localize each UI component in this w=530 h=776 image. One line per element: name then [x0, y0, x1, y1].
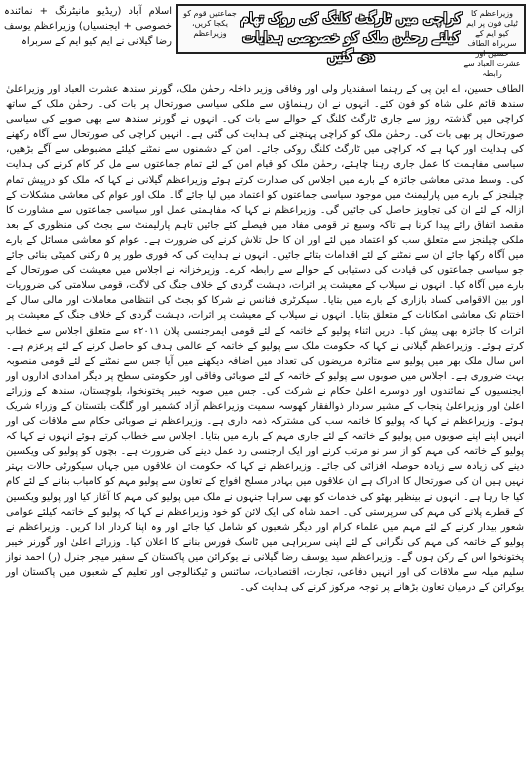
dateline: اسلام آباد (ریڈیو مانیٹرنگ + نمائندہ خصوصی + ایجنسیاں) وزیراعظم یوسف رضا گیلانی نے ایم کیو ایم کے سربراہ: [4, 6, 172, 47]
article-body: [6, 82, 524, 770]
headline-right-byline: وزیراعظم کا ٹیلی فون پر ایم کیو ایم کے سربراہ الطاف حسین اور عشرت العباد سے رابطہ: [463, 9, 521, 78]
article-paragraph: الطاف حسین، اے این پی کے رہنما اسفندیار ولی اور وفاقی وزیر داخلہ رحمٰن ملک، گورنر سندھ عشرت العباد اور وزیراعلیٰ سندھ قائم علی شاہ کو فون کئے۔ انہوں نے ان رہنماؤں سے ملکی سیاسی صورتحال پر بات کی۔ رحمٰن ملک کے ساتھ کراچی میں گذشتہ روز سے جاری ٹارگٹ کلنگ کے حوالے سے بات کی۔ انہوں نے گورنر سندھ سے بھی صوبے کی سیاسی صورتحال پر بھی بات کی۔ رحمٰن ملک کو کراچی پہنچنے کی ہدایت کی گئی ہے۔ انہیں کراچی کی صورتحال سے آگاہ رکھنے کی ہدایت اور کہا ہے کہ کراچی میں ٹارگٹ کلنگ روکی جائے۔ امن کے دشمنوں سے نمٹنے کیلئے مضبوطی سے آگے بڑھیں، سیاسی مفاہمت کا عمل جاری رہنا چاہئے، رحمٰن ملک کو قیام امن کے لئے تمام جماعتوں سے مل کر کام کرنے کی ہدایت کی۔ وسط مدتی معاشی جائزہ کے بارے میں اجلاس کی صدارت کرتے ہوئے وزیراعظم گیلانی نے کہا کہ ملک کو درپیش تمام چیلنجز کے بارے میں پارلیمنٹ میں موجود سیاسی جماعتوں کو اعتماد میں لیا جائے گا۔ ملک اور عوام کی معاشی مشکلات کے ازالہ کے لئے ان کی تجاویز حاصل کی جائیں گی۔ وزیراعظم نے کہا کہ مفاہمتی عمل اور سیاسی جماعتوں سے مشاورت کا مقصد اتفاق رائے پیدا کرنا ہے تاکہ وسیع تر قومی مفاد میں فیصلے کئے جائیں تاہم پارلیمنٹ سے بجٹ کی منظوری کے بعد ملکی چیلنجز سے متعلق سب کو اعتماد میں لئے اور ان کا حل تلاش کرنے کی ضرورت ہے۔ عوام کو معاشی مسائل کے بارے میں آگاہ رکھا جائے ان سے نمٹنے کے لئے اقدامات بتائے جائیں۔ انہوں نے ہدایت کی کہ فوری طور پر ۵ رکنی کمیٹی بنائی جائے جو سیاسی جماعتوں کی قیادت کی دستیابی کے حوالے سے رابطہ کرے۔ وزیرخزانہ نے اجلاس میں معیشت کی صورتحال کے بارے میں آگاہ کیا۔ انہوں نے سیلاب کے معیشت پر اثرات، دہشت گردی کے خلاف جنگ کی لاگت، قومی سلامتی کی ضروریات اور بین الاقوامی کساد بازاری کے بارے میں بتایا۔ سیکرٹری فنانس نے شرکا کو بجٹ کی انتظامی معاملات اور مالی سال کے اختتام تک معاشی امکانات کے متعلق بتایا۔ انہوں نے سیلاب کے معیشت پر اثرات، دہشت گردی کے خلاف جنگ کے معیشت پر اثرات کا جائزہ بھی پیش کیا۔ دریں اثناء پولیو کے خاتمہ کے لئے قومی ایمرجنسی پلان ۲۰۱۱ء سے متعلق اجلاس سے خطاب کرتے ہوئے۔ وزیراعظم گیلانی نے کہا کہ حکومت ملک سے پولیو کے خاتمہ کے عالمی ہدف کو حاصل کرنے کے لئے پرعزم ہے۔ اس سال ملک بھر میں پولیو سے متاثرہ مریضوں کی تعداد میں اضافہ دیکھنے میں آیا جس سے نمٹنے کے لئے قومی منصوبہ بہت ضروری ہے۔ اجلاس میں صوبوں سے پولیو کے خاتمہ کے لئے صوبائی وفاقی اور حکومتی سطح پر دیگر امدادی اداروں اور ایجنسیوں کے نمائندوں اور دوسرے اعلیٰ حکام نے شرکت کی۔ جس میں صوبہ خیبر پختونخوا، بلوچستان، سندھ کے وزرائے اعلیٰ اور وزیراعلیٰ پنجاب کے مشیر سردار ذوالفقار کھوسہ سمیت وزیراعظم آزاد کشمیر اور گلگت بلتستان کے وزراء شریک ہوئے۔ وزیراعظم نے کہا کہ پولیو کا خاتمہ سب کی مشترکہ ذمہ داری ہے۔ وزیراعظم نے صوبائی حکام سے ملاقات کی اور انہیں اپنے اپنے صوبوں میں پولیو کے خاتمہ کے لئے جاری مہم کے بارے میں بتایا۔ اجلاس سے خطاب کرتے ہوئے انہوں نے کہا کہ پولیو کے خاتمہ کی مہم کو از سر نو مرتب کرنے اور ایک ارجنسی رد عمل دینے کی ضرورت ہے۔ بچوں کو پولیو کی ویکسین دینے کی زیادہ سے زیادہ حوصلہ افزائی کی جائے۔ وزیراعظم نے کہا کہ حکومت ان علاقوں میں جہاں سیکورٹی حالات بہتر نہیں ہیں ان کی صورتحال کا ادراک ہے ان علاقوں میں بہادر مسلح افواج کے تعاون سے پولیو مہم کو کامیاب بنانے کے لئے کام کیا جا رہا ہے۔ انہوں نے بینظیر بھٹو کی خدمات کو بھی سراہا جنہوں نے ملک میں پولیو کی مہم کا آغاز کیا اور پولیو ویکسین کے قطرے پلانے کی مہم کی سرپرستی کی۔ احمد شاہ کی ایک لائن کو خود وزیراعظم نے کہا کہ پولیو کے خاتمہ کیلئے عوامی شعور بیدار کرنے کے لئے مہم میں علماء کرام اور دیگر شعبوں کو شامل کیا جائے اور وہ اپنا کردار ادا کریں۔ وزیراعظم نے پولیو کے خاتمہ کی مہم کی نگرانی کے لئے اپنی سربراہی میں ٹاسک فورس بنانے کا اعلان کیا۔ وزرائے اعلیٰ اور گورنر خیبر پختونخوا اس کے رکن ہوں گے۔ وزیراعظم سید یوسف رضا گیلانی نے یوکرائن میں پاکستان کے سفیر میجر جنرل (ر) احمد نواز سلیم میلہ سے ملاقات کی اور انہیں دفاعی، تجارت، اقتصادیات، سائنس و ٹیکنالوجی اور تعلیم کے شعبوں میں پاکستان اور یوکرائن کے درمیان تعاون بڑھانے پر توجہ مرکوز کرنے کی ہدایت کی۔: [6, 84, 524, 594]
headline-left-byline: جماعتیں قوم کو یکجا کریں، وزیراعظم: [183, 9, 237, 38]
headline-main: کراچی میں ٹارگٹ کلنگ کی روک تھام کیلئے رحمٰن ملک کو خصوصی ہدایات دی گئیں: [240, 11, 462, 65]
header-area: [4, 4, 526, 80]
headline-box: [176, 4, 526, 78]
